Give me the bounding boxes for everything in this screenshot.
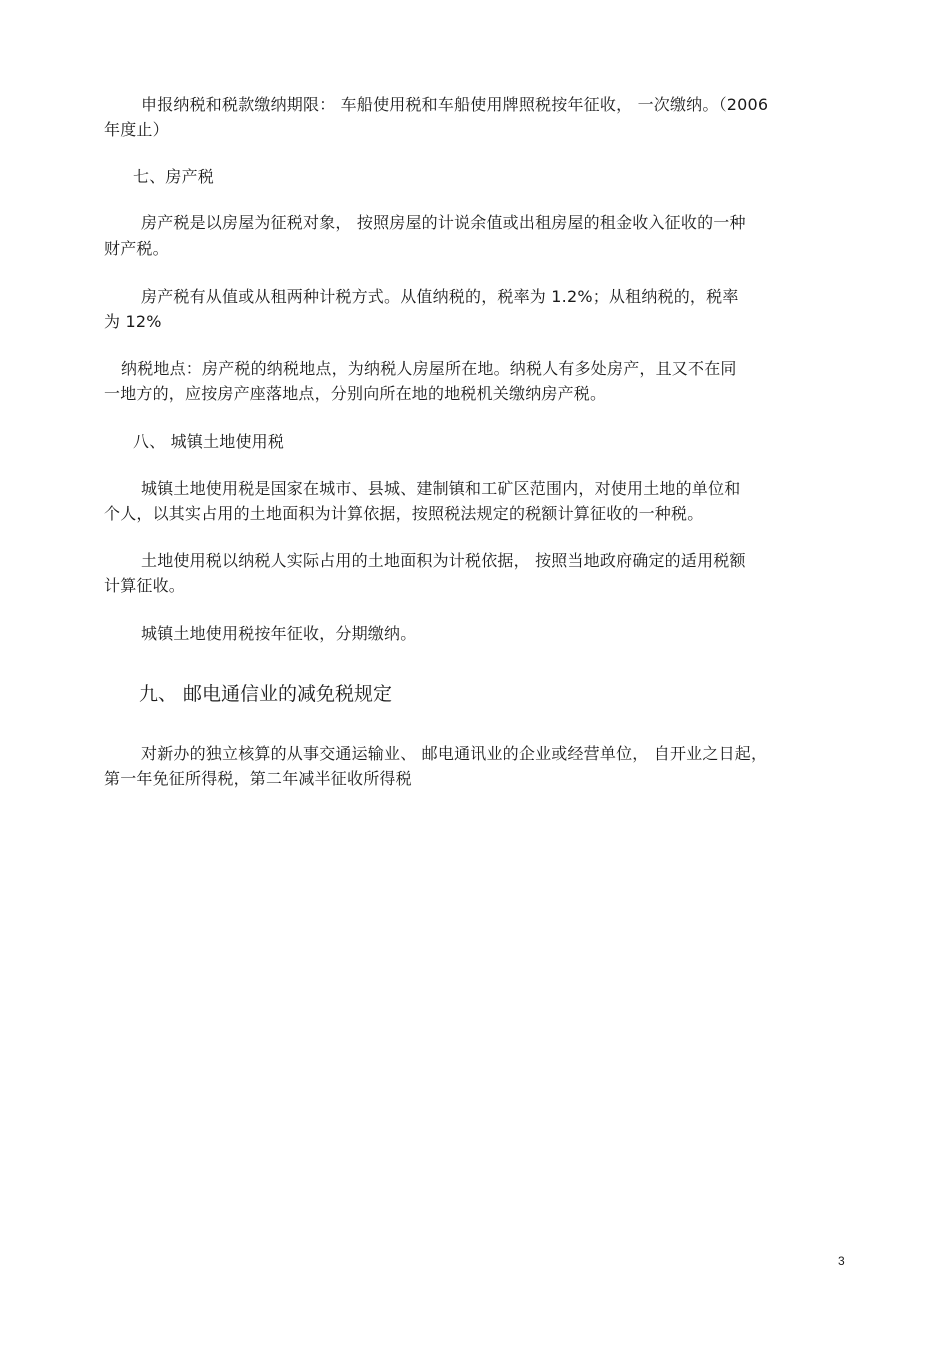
page-number: 3 — [838, 1254, 845, 1268]
paragraph-line: 年度止） — [104, 120, 169, 139]
paragraph-line: 计算征收。 — [104, 576, 186, 595]
paragraph-line: 房产税是以房屋为征税对象， 按照房屋的计说余值或出租房屋的租金收入征收的一种 — [141, 213, 746, 232]
paragraph-line: 个人，以其实占用的土地面积为计算依据，按照税法规定的税额计算征收的一种税。 — [104, 504, 704, 523]
paragraph-line: 一地方的，应按房产座落地点，分别向所在地的地税机关缴纳房产税。 — [104, 384, 607, 403]
paragraph-line: 城镇土地使用税是国家在城市、县城、建制镇和工矿区范围内，对使用土地的单位和 — [141, 479, 741, 498]
paragraph-line: 房产税有从值或从租两种计税方式。从值纳税的，税率为 1.2%；从租纳税的，税率 — [141, 287, 739, 306]
paragraph-line: 为 12% — [104, 312, 162, 331]
paragraph-line: 财产税。 — [104, 239, 169, 258]
paragraph-line: 第一年免征所得税，第二年减半征收所得税 — [104, 769, 412, 788]
paragraph-line: 土地使用税以纳税人实际占用的土地面积为计税依据， 按照当地政府确定的适用税额 — [141, 551, 746, 570]
paragraph-line: 对新办的独立核算的从事交通运输业、 邮电通讯业的企业或经营单位， 自开业之日起， — [141, 744, 768, 763]
section-heading: 九、 邮电通信业的减免税规定 — [139, 683, 393, 705]
paragraph-line: 申报纳税和税款缴纳期限： 车船使用税和车船使用牌照税按年征收， 一次缴纳。（2006 — [141, 95, 769, 114]
section-heading: 七、房产税 — [133, 167, 215, 186]
paragraph-line: 城镇土地使用税按年征收，分期缴纳。 — [141, 624, 417, 643]
section-heading: 八、 城镇土地使用税 — [133, 432, 285, 451]
paragraph-line: 纳税地点：房产税的纳税地点，为纳税人房屋所在地。纳税人有多处房产，且又不在同 — [121, 359, 737, 378]
